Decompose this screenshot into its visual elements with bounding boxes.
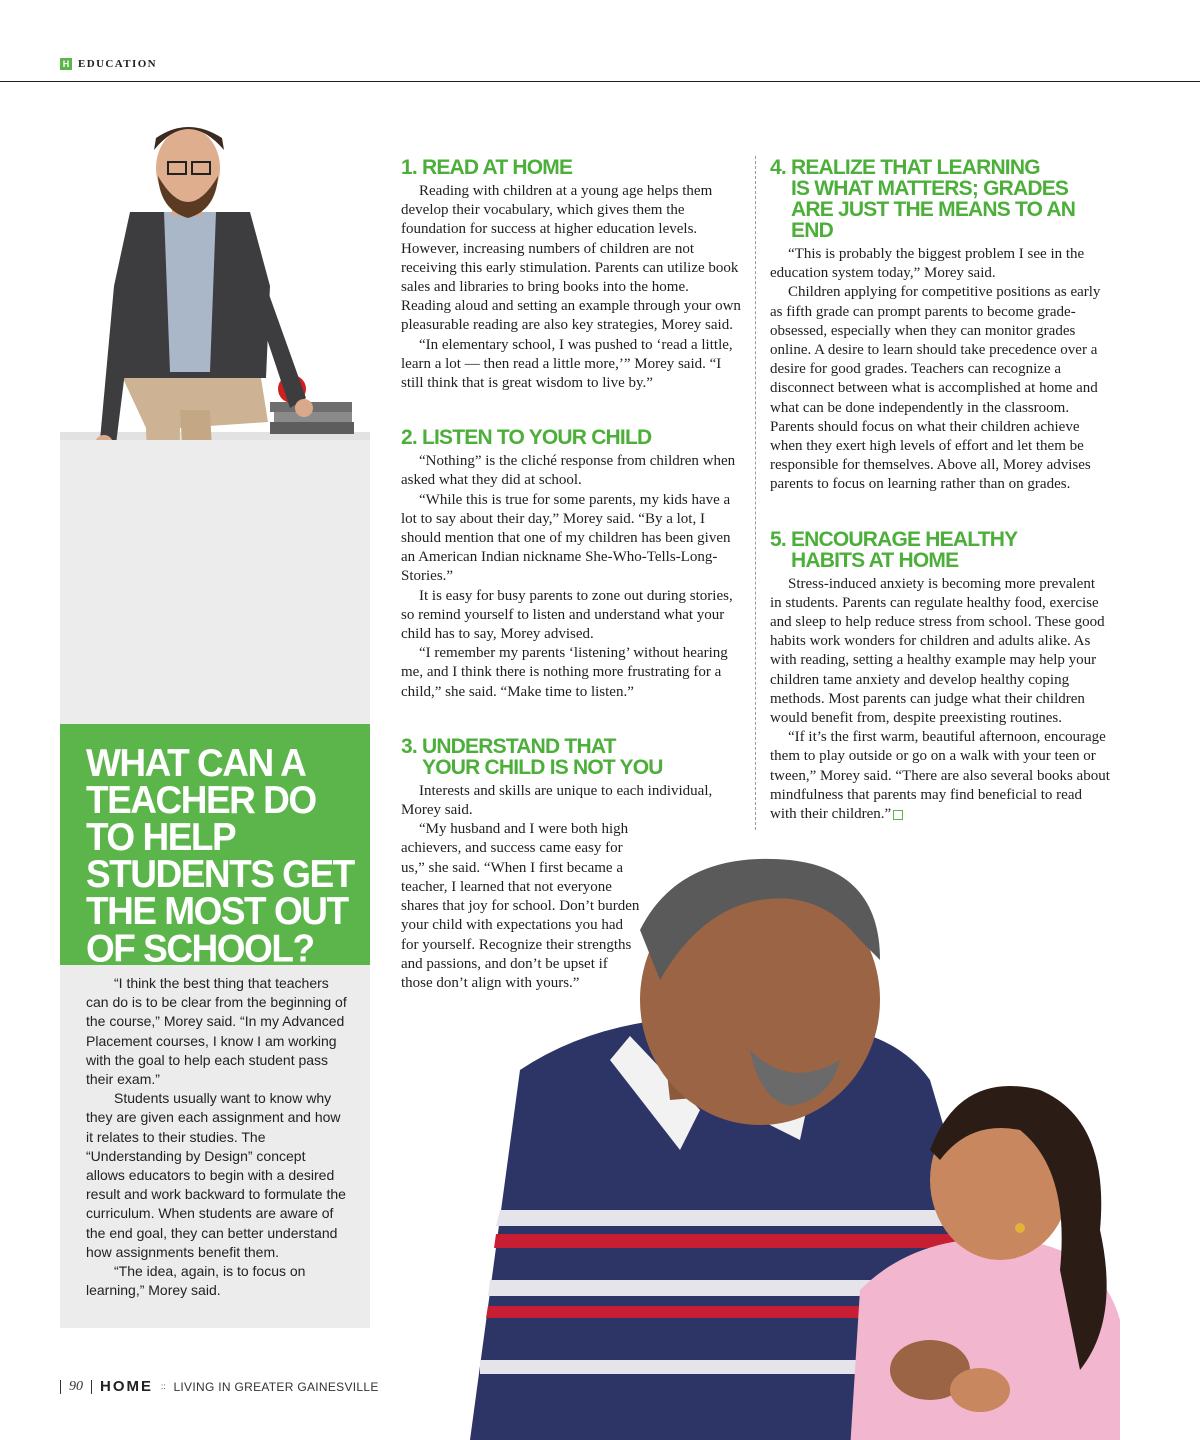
body-paragraph: “While this is true for some parents, my kids have a lot to say about their day,” Morey said. “By a lot, I should mention that one of my children has been given an American Indian nickname She-Who-Tells-Long-Stories.”: [401, 491, 731, 585]
section-badge: H: [60, 58, 72, 70]
footer-separator: ::: [161, 1382, 166, 1391]
sidebar-paragraph: “The idea, again, is to focus on learning,” Morey said.: [86, 1263, 306, 1299]
sidebar-body: [86, 974, 348, 1300]
body-paragraph: Children applying for competitive positions as early as fifth grade can prompt parents to become grade-obsessed, especially when they can monitor grades online. A desire to learn should take precedence over a desire for good grades. Teachers can recognize a disconnect between what is accomplished at home and what can be done independently in the classroom. Parents should focus on what their children achieve when they exert high levels of effort and let them be responsible for themselves. Above all, Morey advises parents to focus on learning rather than on grades.: [770, 284, 1101, 493]
header-rule: [0, 81, 1200, 82]
section-header: [60, 58, 157, 70]
sidebar-heading: WHAT CAN A TEACHER DO TO HELP STUDENTS GET THE MOST OUT OF SCHOOL?: [86, 740, 354, 970]
body-paragraph: “In elementary school, I was pushed to ‘read a little, learn a lot — then read a little more,’” Morey said. “I still think that is great wisdom to live by.”: [401, 336, 733, 392]
magazine-name: HOME: [100, 1378, 153, 1395]
magazine-tagline: LIVING IN GREATER GAINESVILLE: [173, 1379, 379, 1394]
sidebar-callout: [60, 724, 370, 970]
column-right: [770, 157, 1110, 824]
end-mark-icon: [893, 810, 903, 820]
section-title: 4. REALIZE THAT LEARNING IS WHAT MATTERS; GRADES ARE JUST THE MEANS TO AN END: [770, 156, 1076, 242]
page-footer: [60, 1378, 379, 1395]
body-paragraph: Reading with children at a young age helps them develop their vocabulary, which gives them the foundation for success at higher education levels. However, increasing numbers of children are not receiving this early stimulation. Parents can utilize book sales and libraries to bring books into the home. Reading aloud and setting an example through your own pleasurable reading are also key strategies, Morey said.: [401, 183, 741, 334]
sidebar-paragraph: Students usually want to know why they are given each assignment and how it relates to their studies. The “Understanding by Design” concept allows educators to begin with a desired result and work backward to formulate the curriculum. When students are aware of the end goal, they can better understand how assignments benefit them.: [86, 1090, 346, 1260]
body-paragraph: Interests and skills are unique to each individual, Morey said.: [401, 782, 713, 819]
footer-bar: [91, 1380, 92, 1394]
section-encourage-healthy-habits: [770, 529, 1110, 825]
section-realize-that-learning: [770, 157, 1110, 495]
section-title: 3. UNDERSTAND THAT YOUR CHILD IS NOT YOU: [401, 734, 663, 779]
column-divider: [755, 156, 756, 830]
footer-bar: [60, 1380, 61, 1394]
body-paragraph: “My husband and I were both high achievers, and success came easy for us,” she said. “When I first became a teacher, I learned that not everyone shares that joy for school. Don’t burden your child with expectations you had for yourself. Recognize their strengths and passions, and don’t be upset if those don’t align with yours.”: [401, 821, 640, 991]
section-title: 2. LISTEN TO YOUR CHILD: [401, 426, 652, 450]
section-read-at-home: [401, 157, 741, 393]
body-paragraph: “Nothing” is the cliché response from children when asked what they did at school.: [401, 453, 736, 489]
body-paragraph: It is easy for busy parents to zone out during stories, so remind yourself to listen and understand what your child has to say, Morey advised.: [401, 587, 733, 643]
body-paragraph: “This is probably the biggest problem I see in the education system today,” Morey said.: [770, 246, 1085, 282]
body-paragraph: “I remember my parents ‘listening’ without hearing me, and I think there is nothing more frustrating for a child,” she said. “Make time to listen.”: [401, 645, 728, 700]
section-understand-that: [401, 736, 741, 993]
section-label: EDUCATION: [78, 58, 158, 70]
body-paragraph: Stress-induced anxiety is becoming more prevalent in students. Parents can regulate healthy food, exercise and sleep to help reduce stress from school. These good habits work wonders for children and adults alike. As with reading, setting a healthy example may help your children tame anxiety and develop healthy coping methods. Most parents can judge what their children would benefit from, despite preexisting routines.: [770, 575, 1105, 727]
section-title: 1. READ AT HOME: [401, 156, 573, 179]
page-number: 90: [69, 1378, 83, 1394]
section-listen-to-your-child: [401, 427, 741, 702]
sidebar-paragraph: “I think the best thing that teachers can do is to be clear from the beginning of the course,” Morey said. “In my Advanced Placement courses, I know I am working with the goal to help each student pass their exam.”: [86, 975, 347, 1088]
column-left: [401, 157, 741, 993]
section-title: 5. ENCOURAGE HEALTHY HABITS AT HOME: [770, 527, 1018, 572]
body-paragraph: “If it’s the first warm, beautiful afternoon, encourage them to play outside or go on a walk with your teen or tween,” Morey said. “There are also several books about mindfulness that parents may find beneficial to read with their children.”: [770, 729, 1110, 823]
